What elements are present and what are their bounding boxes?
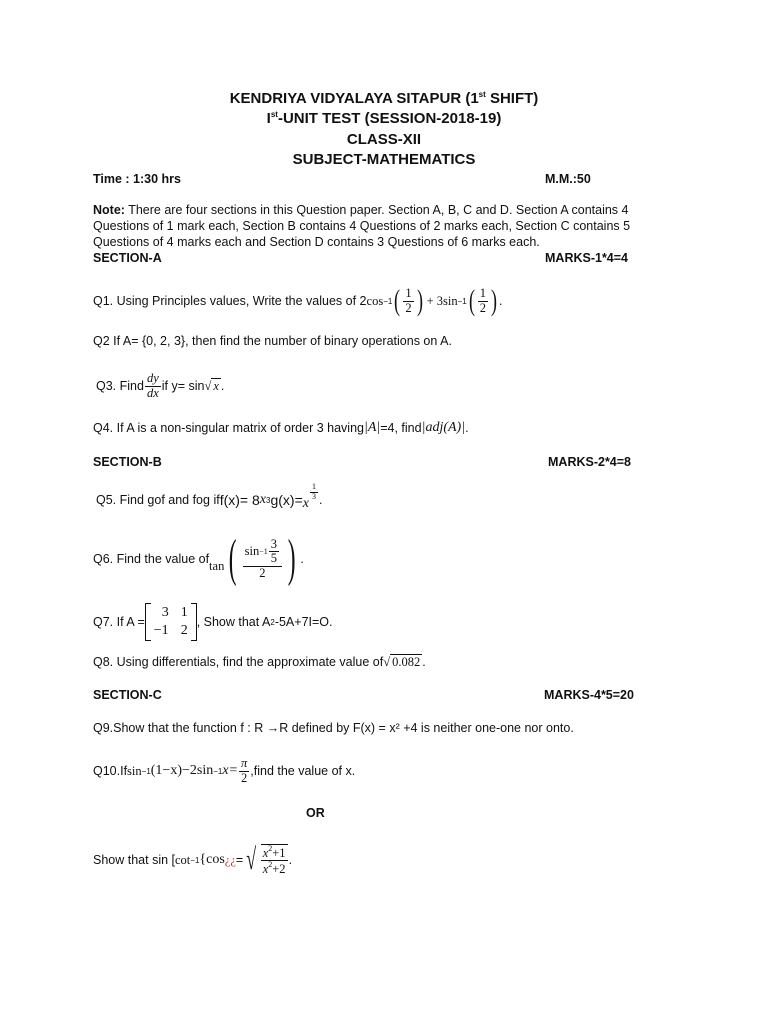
question-4: Q4. If A is a non-singular matrix of order 3 having |A| =4, find |adj(A)| . [93,420,469,435]
question-7: Q7. If A = 3 1 −1 2 , Show that A 2 -5A+7I=O. [93,602,333,642]
question-1: Q1. Using Principles values, Write the values of 2 cos −1 ( $\frac{1}{2}$ ) + 3sin −1 ( $\frac{1}{2}$ ) . [93,284,503,317]
subject-title: SUBJECT-MATHEMATICS [292,151,476,168]
test-title: Ist-UNIT TEST (SESSION-2018-19) [266,110,502,127]
note-paragraph [93,202,653,250]
question-10: Q10.If sin −1 (1−x)−2sin −1 x= $\frac{\pi}{2}$ ,find the value of x. [93,756,356,785]
or-separator: OR [306,806,325,820]
question-8: Q8. Using differentials, find the approximate value of √ 0.082 . [93,654,426,669]
section-a-marks: MARKS-1*4=4 [545,251,629,265]
question-10-alt: Show that sin [ cot −1 {cos ¿¿ = √ $\frac{x^2+1}{x^2+2}$ . [93,843,293,876]
section-c-marks: MARKS-4*5=20 [544,688,634,702]
section-b-title: SECTION-B [93,455,162,469]
question-6: Q6. Find the value of tan ( sin −1 $\frac{3}{5}$ 2 ) . [93,530,304,587]
question-3: Q3. Find $\frac{dy}{dx}$ if y= sin √ x . [96,371,225,400]
question-5: Q5. Find gof and fog if f(x)= 8 x 3 g(x)= x $\frac{1}{3}$ . [96,482,323,511]
school-title: KENDRIYA VIDYALAYA SITAPUR (1st SHIFT) [229,90,539,107]
section-c-title: SECTION-C [93,688,162,702]
question-9: Q9.Show that the function f : R →R defined by F(x) = x² +4 is neither one-one nor onto. [93,721,574,735]
question-2: Q2 If A= {0, 2, 3}, then find the number of binary operations on A. [93,334,452,348]
section-b-marks: MARKS-2*4=8 [548,455,632,469]
note-text: There are four sections in this Question paper. Section A, B, C and D. Section A contains 4 Questions of 1 mark each, Section B contains 4 Questions of 2 marks each, Section C contains 5 Questions of 4 marks each and Section D contains 3 Questions of 6 marks each. [93,203,631,249]
time-label: Time : 1:30 hrs [93,172,182,186]
section-a-title: SECTION-A [93,251,162,265]
note-label: Note: [93,203,125,217]
matrix-a: 3 1 −1 2 [145,603,197,641]
max-marks-label: M.M.:50 [545,172,591,186]
class-title: CLASS-XII [346,131,422,148]
